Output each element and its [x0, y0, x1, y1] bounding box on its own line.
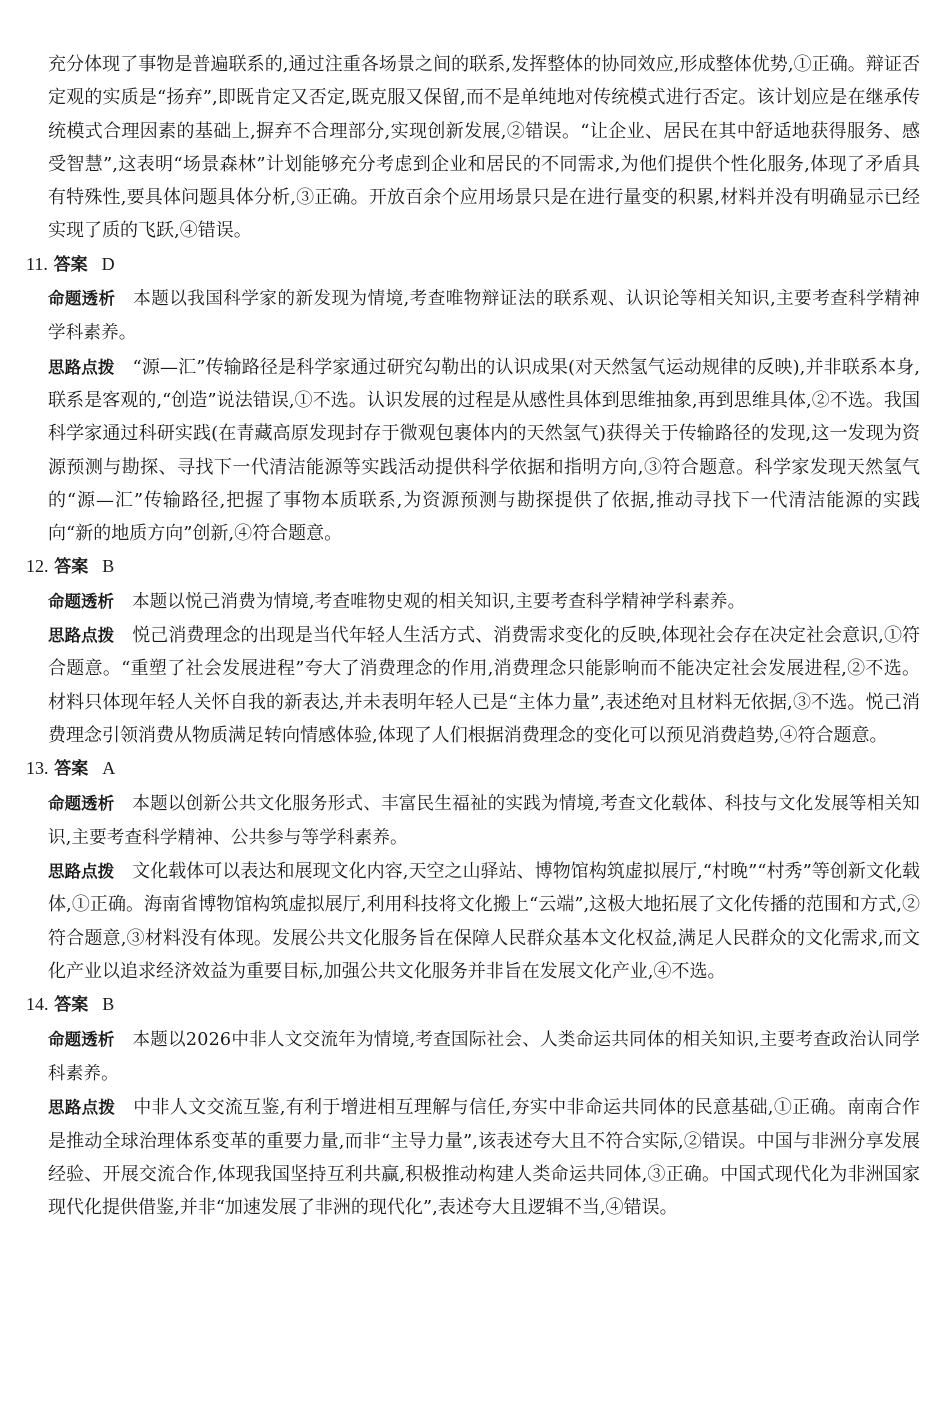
- question-number: 11.: [26, 253, 48, 274]
- analysis-text: “源—汇”传输路径是科学家通过研究勾勒出的认识成果(对天然氢气运动规律的反映),并非联系本身,联系是客观的,“创造”说法错误,①不选。认识发展的过程是从感性具体到思维抽象,再到思维具体,②不选。我国科学家通过科研实践(在青藏高原发现封存于微观包裹体内的天然氢气)获得关于传输路径的发现,这一发现为资源预测与勘探、寻找下一代清洁能源等实践活动提供科学依据和指明方向,③符合题意。科学家发现天然氢气的“源—汇”传输路径,把握了事物本质联系,为资源预测与勘探提供了依据,推动寻找下一代清洁能源的实践向“新的地质方向”创新,④符合题意。: [48, 356, 920, 545]
- analysis-block: [48, 619, 920, 752]
- intro-label: 命题透析: [48, 1029, 115, 1049]
- answer-label: 答案: [54, 759, 89, 780]
- analysis-text: 中非人文交流互鉴,有利于增进相互理解与信任,夯实中非命运共同体的民意基础,①正确。南南合作是推动全球治理体系变革的重要力量,而非“主导力量”,该表述夸大且不符合实际,②错误。中国与非洲分享发展经验、开展交流合作,体现我国坚持互利共赢,积极推动构建人类命运共同体,③正确。中国式现代化为非洲国家现代化提供借鉴,并非“加速发展了非洲的现代化”,表述夸大且逻辑不当,④错误。: [48, 1097, 921, 1219]
- question-number: 14.: [26, 994, 49, 1015]
- question-12: [26, 550, 920, 752]
- question-header: [26, 988, 920, 1022]
- intro-text: 本题以我国科学家的新发现为情境,考查唯物辩证法的联系观、认识论等相关知识,主要考查科学精神学科素养。: [48, 289, 920, 344]
- answer-value: B: [102, 556, 115, 577]
- answer-value: D: [101, 253, 115, 274]
- question-number: 12.: [26, 556, 49, 577]
- intro-text: 本题以悦己消费为情境,考查唯物史观的相关知识,主要考查科学精神学科素养。: [132, 591, 746, 612]
- analysis-text: 文化载体可以表达和展现文化内容,天空之山驿站、博物馆构筑虚拟展厅,“村晚”“村秀”等创新文化载体,①正确。海南省博物馆构筑虚拟展厅,利用科技将文化搬上“云端”,这极大地拓展了文化传播的范围和方式,②符合题意,③材料没有体现。发展公共文化服务旨在保障人民群众基本文化权益,满足人民群众的文化需求,而文化产业以追求经济效益为重要目标,加强公共文化服务并非旨在发展文化产业,④不选。: [48, 861, 921, 983]
- analysis-block: [48, 1091, 920, 1224]
- answer-label: 答案: [54, 557, 89, 578]
- question-header: [26, 752, 920, 786]
- intro-text: 本题以2026中非人文交流年为情境,考查国际社会、人类命运共同体的相关知识,主要考查政治认同学科素养。: [48, 1029, 921, 1084]
- intro-block: [48, 787, 920, 856]
- analysis-label: 思路点拨: [48, 862, 115, 882]
- analysis-block: [48, 855, 920, 988]
- analysis-label: 思路点拨: [48, 357, 115, 377]
- answer-label: 答案: [53, 254, 88, 275]
- answer-value: B: [102, 994, 115, 1015]
- question-11: [26, 248, 920, 551]
- intro-text: 本题以创新公共文化服务形式、丰富民生福祉的实践为情境,考查文化载体、科技与文化发展等相关知识,主要考查科学精神、公共参与等学科素养。: [48, 793, 921, 848]
- intro-block: [48, 585, 920, 619]
- intro-block: [48, 1023, 920, 1092]
- continued-analysis-text: 充分体现了事物是普遍联系的,通过注重各场景之间的联系,发挥整体的协同效应,形成整体优势,①正确。辩证否定观的实质是“扬弃”,即既肯定又否定,既克服又保留,而不是单纯地对传统模式进行否定。该计划应是在继承传统模式合理因素的基础上,摒弃不合理部分,实现创新发展,②错误。“让企业、居民在其中舒适地获得服务、感受智慧”,这表明“场景森林”计划能够充分考虑到企业和居民的不同需求,为他们提供个性化服务,体现了矛盾具有特殊性,要具体问题具体分析,③正确。开放百余个应用场景只是在进行量变的积累,材料并没有明确显示已经实现了质的飞跃,④错误。: [48, 54, 920, 242]
- intro-label: 命题透析: [48, 591, 114, 611]
- question-header: [26, 248, 920, 282]
- answer-label: 答案: [54, 995, 89, 1016]
- question-header: [26, 550, 920, 584]
- analysis-block: [48, 351, 920, 551]
- analysis-label: 思路点拨: [48, 626, 115, 646]
- analysis-label: 思路点拨: [48, 1098, 116, 1118]
- intro-label: 命题透析: [48, 793, 115, 813]
- intro-label: 命题透析: [48, 289, 116, 309]
- analysis-text: 悦己消费理念的出现是当代年轻人生活方式、消费需求变化的反映,体现社会存在决定社会意识,①符合题意。“重塑了社会发展进程”夸大了消费理念的作用,消费理念只能影响而不能决定社会发展进程,②不选。材料只体现年轻人关怀自我的新表达,并未表明年轻人已是“主体力量”,表述绝对且材料无依据,③不选。悦己消费理念引领消费从物质满足转向情感体验,体现了人们根据消费理念的变化可以预见消费趋势,④符合题意。: [48, 625, 920, 746]
- question-14: [26, 988, 920, 1224]
- question-number: 13.: [26, 758, 49, 779]
- answer-value: A: [102, 758, 116, 779]
- intro-block: [48, 282, 920, 351]
- question-13: [26, 752, 920, 988]
